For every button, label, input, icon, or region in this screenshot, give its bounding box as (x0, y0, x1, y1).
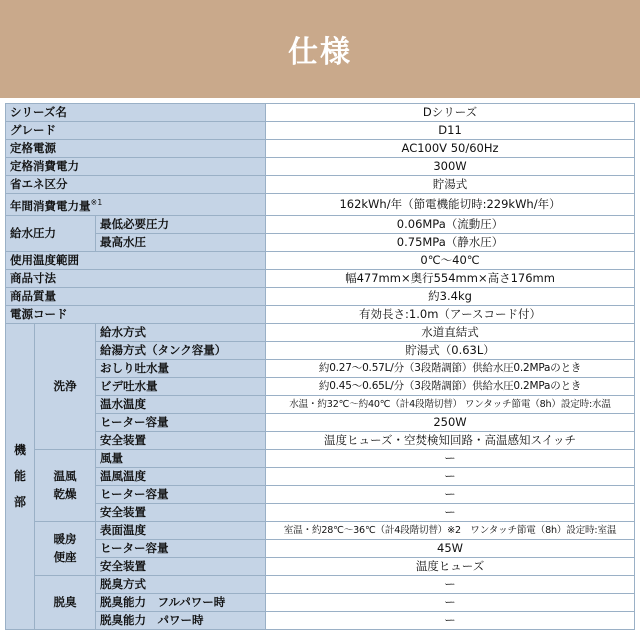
row-value: 300W (266, 158, 635, 176)
table-row (6, 413, 635, 431)
table-row (6, 467, 635, 485)
table-row (6, 539, 635, 557)
row-label: 温風温度 (96, 467, 266, 485)
function-char-2: 能 (13, 469, 26, 484)
row-label: ヒーター容量 (96, 413, 266, 431)
table-row (6, 158, 635, 176)
group-label-seat (35, 521, 96, 575)
row-value: D11 (266, 122, 635, 140)
row-value: ー (266, 503, 635, 521)
row-label: ヒーター容量 (96, 539, 266, 557)
row-value: 温度ヒューズ・空焚検知回路・高温感知スイッチ (266, 431, 635, 449)
group-label-deodor: 脱臭 (35, 575, 96, 629)
page-title: 仕様 (288, 35, 352, 70)
table-row (6, 359, 635, 377)
spec-table (5, 103, 635, 630)
row-label: 商品寸法 (6, 269, 266, 287)
row-value: 0.75MPa（静水圧） (266, 233, 635, 251)
row-value: 貯湯式 (266, 176, 635, 194)
annual-label-text: 年間消費電力量 (10, 198, 91, 213)
table-row (6, 557, 635, 575)
row-label: グレード (6, 122, 266, 140)
row-value: 約0.27～0.57L/分（3段階調節）供給水圧0.2MPaのとき (266, 359, 635, 377)
row-value: 水温・約32℃～約40℃（計4段階切替） ワンタッチ節電（8h）設定時:水温 (266, 395, 635, 413)
row-value: 250W (266, 413, 635, 431)
function-char-1: 機 (13, 443, 26, 458)
row-label: 最低必要圧力 (96, 215, 266, 233)
table-row (6, 377, 635, 395)
table-row (6, 503, 635, 521)
row-label: シリーズ名 (6, 104, 266, 122)
table-row (6, 593, 635, 611)
table-row (6, 104, 635, 122)
table-row (6, 521, 635, 539)
table-row (6, 323, 635, 341)
table-row (6, 251, 635, 269)
table-row (6, 269, 635, 287)
group-label-dryer (35, 449, 96, 521)
table-row (6, 194, 635, 216)
table-row (6, 341, 635, 359)
table-row (6, 287, 635, 305)
table-row (6, 485, 635, 503)
row-value: ー (266, 611, 635, 629)
row-label: 安全装置 (96, 503, 266, 521)
footnote-mark: ※1 (90, 198, 103, 207)
table-row (6, 431, 635, 449)
row-value: 幅477mm×奥行554mm×高さ176mm (266, 269, 635, 287)
row-value: ー (266, 449, 635, 467)
row-label: 省エネ区分 (6, 176, 266, 194)
group-label-function (6, 323, 35, 629)
row-label: 脱臭能力 パワー時 (96, 611, 266, 629)
row-label: 表面温度 (96, 521, 266, 539)
row-label: おしり吐水量 (96, 359, 266, 377)
row-label: 電源コード (6, 305, 266, 323)
row-label: 安全装置 (96, 431, 266, 449)
group-label-wash: 洗浄 (35, 323, 96, 449)
table-row (6, 122, 635, 140)
table-row (6, 215, 635, 233)
row-label: 給湯方式（タンク容量） (96, 341, 266, 359)
seat-group-line-1: 暖房 (53, 532, 77, 547)
row-label: 脱臭能力 フルパワー時 (96, 593, 266, 611)
row-value: 約3.4kg (266, 287, 635, 305)
row-value: ー (266, 575, 635, 593)
row-value: 0.06MPa（流動圧） (266, 215, 635, 233)
function-char-3: 部 (13, 495, 26, 510)
row-label: 給水方式 (96, 323, 266, 341)
dryer-group-line-1: 温風 (53, 469, 77, 484)
row-label: 定格電源 (6, 140, 266, 158)
row-label: 定格消費電力 (6, 158, 266, 176)
row-label: 最高水圧 (96, 233, 266, 251)
row-value: 貯湯式（0.63L） (266, 341, 635, 359)
row-value: ー (266, 467, 635, 485)
header-banner (0, 0, 640, 98)
row-value: 0℃～40℃ (266, 251, 635, 269)
row-label: 商品質量 (6, 287, 266, 305)
seat-group-line-2: 便座 (53, 550, 77, 565)
table-row (6, 575, 635, 593)
row-label: 安全装置 (96, 557, 266, 575)
table-row (6, 176, 635, 194)
row-label: ヒーター容量 (96, 485, 266, 503)
row-value: ー (266, 485, 635, 503)
row-label: ビデ吐水量 (96, 377, 266, 395)
row-value: 温度ヒューズ (266, 557, 635, 575)
row-label: 風量 (96, 449, 266, 467)
row-value: 室温・約28℃～36℃（計4段階切替）※2 ワンタッチ節電（8h）設定時:室温 (266, 521, 635, 539)
dryer-group-line-2: 乾燥 (53, 487, 77, 502)
row-label (6, 194, 266, 216)
table-row (6, 611, 635, 629)
row-value: ー (266, 593, 635, 611)
row-value: AC100V 50/60Hz (266, 140, 635, 158)
table-row (6, 305, 635, 323)
row-value: Dシリーズ (266, 104, 635, 122)
row-label: 使用温度範囲 (6, 251, 266, 269)
row-label: 脱臭方式 (96, 575, 266, 593)
row-value: 水道直結式 (266, 323, 635, 341)
row-value: 162kWh/年（節電機能切時:229kWh/年） (266, 194, 635, 216)
table-row (6, 140, 635, 158)
table-row (6, 233, 635, 251)
row-value: 約0.45～0.65L/分（3段階調節）供給水圧0.2MPaのとき (266, 377, 635, 395)
row-value: 有効長さ:1.0m（アースコード付） (266, 305, 635, 323)
table-row (6, 449, 635, 467)
group-label-water-pressure: 給水圧力 (6, 215, 96, 251)
row-value: 45W (266, 539, 635, 557)
row-label: 温水温度 (96, 395, 266, 413)
table-row (6, 395, 635, 413)
